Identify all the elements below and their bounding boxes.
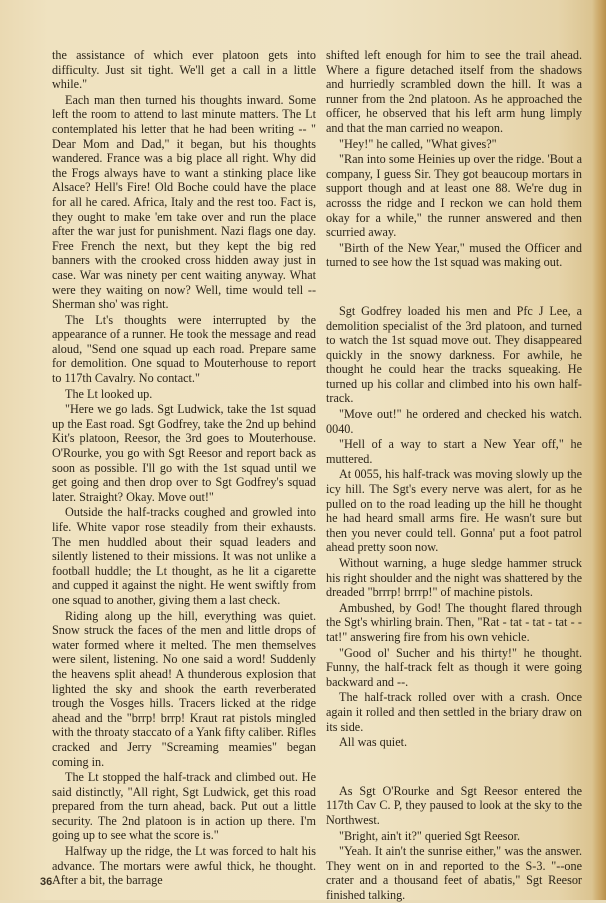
paragraph: Riding along up the hill, everything was quiet. Snow struck the faces of the men and little drops of water formed where it melted. The men themselves were silent, listening. No one said a word! Suddenly the heavens split ahead! A thunderous explosion that lighted the sky and shook the earth reverberated trough the Vosges hills. Tracers licked at the ridge ahead and the "brrp! brrp! Kraut rat pistols mingled with the throaty staccato of a Yank fifty caliber. Rifles cracked and Jerry "Screaming meamies" began coming in. xyxy=(52,608,316,769)
paragraph: All was quiet. xyxy=(339,735,408,750)
paragraph: "Bright, ain't it?" queried Sgt Reesor. xyxy=(339,828,521,843)
paragraph: At 0055, his half-track was moving slowly up the icy hill. The Sgt's every nerve was alert, for as he pulled on to the road leading up the hill he thought he had heard small arms fire. He wasn't sure but then you never could tell. Gonna' put a foot patrol ahead pretty soon now. xyxy=(326,467,582,555)
page-edge-shadow xyxy=(592,0,606,900)
paragraph: "Birth of the New Year," mused the Officer and turned to see how the 1st squad was making out. xyxy=(326,240,582,270)
paragraph: Ambushed, by God! The thought flared through the Sgt's whirling brain. Then, "Rat - tat - tat - tat - - tat!" answering fire from his own vehicle. xyxy=(326,600,582,644)
paragraph: Each man then turned his thoughts inward. Some left the room to attend to last minute matters. The Lt contemplated his letter that he had been writing -- " Dear Mom and Dad," it began, but his thoughts wandered. France was a big place all right. Why did the Frogs always have to want a stinking place like Alsace? Hell's Fire! Old Boche could have the place for all he cared. Africa, Italy and the rest too. Fact is, they ought to make 'em take over and run the place after the war just for punishment. Nazi flags one day. Free French the next, but they kept the big red banners with the crooked cross hidden away just in case. War was ninety per cent waiting anyway. What were they waiting on now? Well, time would tell -- Sherman sho' was right. xyxy=(52,92,316,312)
right-column xyxy=(326,48,582,903)
paragraph: "Good ol' Sucher and his thirty!" he thought. Funny, the half-track felt as though it were going backward and --. xyxy=(326,645,582,689)
paragraph: the assistance of which ever platoon gets into difficulty. Just sit tight. We'll get a call in a little while." xyxy=(52,48,316,92)
paragraph: The half-track rolled over with a crash. Once again it rolled and then settled in the briary draw on its side. xyxy=(326,690,582,734)
paragraph: As Sgt O'Rourke and Sgt Reesor entered the 117th Cav C. P, they paused to look at the sky to the Northwest. xyxy=(326,783,582,827)
paragraph: The Lt stopped the half-track and climbed out. He said distinctly, "All right, Sgt Ludwick, get this road prepared from the turn ahead, back. Put out a little security. The 2nd platoon is in action up there. I'm going up to see what the score is." xyxy=(52,770,316,843)
paragraph: Halfway up the ridge, the Lt was forced to halt his advance. The mortars were awful thick, he thought. After a bit, the barrage xyxy=(52,844,316,888)
paragraph: "Yeah. It ain't the sunrise either," was the answer. They went on in and reported to the S-3. "--one crater and a thousand feet of abatis," Sgt Reesor finished talking. xyxy=(326,844,582,902)
page-number: 36 xyxy=(40,876,53,888)
paragraph: Outside the half-tracks coughed and growled into life. White vapor rose steadily from their exhausts. The men huddled about their squad leaders and silently listened to their missions. It was not unlike a football huddle; the Lt thought, as he lit a cigarette and cupped it against the night. He went swiftly from one squad to another, giving them a last check. xyxy=(52,505,316,607)
paragraph: "Here we go lads. Sgt Ludwick, take the 1st squad up the East road. Sgt Godfrey, take the 2nd up behind Kit's platoon, Reesor, the 3rd goes to Mouterhouse. O'Rourke, you go with Sgt Reesor and report back as soon as possible. I'll go with the 1st squad until we get going and then drop over to Sgt Godfrey's squad later. Straight? Okay. Move out!" xyxy=(52,402,316,504)
paragraph: Without warning, a huge sledge hammer struck his right shoulder and the night was shattered by the dreaded "brrrp! brrrp!" of machine pistols. xyxy=(326,556,582,600)
paragraph: shifted left enough for him to see the trail ahead. Where a figure detached itself from the shadows and hurriedly scrambled down the hill. It was a runner from the 2nd platoon. As he approached the officer, he observed that his left arm hung limply and that the man carried no weapon. xyxy=(326,48,582,135)
paragraph: The Lt's thoughts were interrupted by the appearance of a runner. He took the message and read aloud, "Send one squad up each road. Prepare same for demolition. One squad to Mouterhouse to report to 117th Cavalry. No contact." xyxy=(52,312,316,386)
paragraph: "Ran into some Heinies up over the ridge. 'Bout a company, I guess Sir. They got beaucoup mortars in support though and at least one 88. We're dug in acrosss the ridge and I reckon we can hold them okay for a while," the runner answered and then scurried away. xyxy=(326,152,582,240)
paragraph: "Move out!" he ordered and checked his watch. 0040. xyxy=(326,407,582,436)
paragraph: Sgt Godfrey loaded his men and Pfc J Lee, a demolition specialist of the 3rd platoon, and turned to watch the 1st squad move out. They disappeared quickly in the snowy darkness. For awhile, he thought he could hear the tracks squeaking. He turned up his collar and climbed into his own half-track. xyxy=(326,303,582,406)
paragraph: "Hell of a way to start a New Year off," he muttered. xyxy=(326,437,582,466)
left-column xyxy=(52,48,316,889)
paragraph: "Hey!" he called, "What gives?" xyxy=(339,136,497,151)
paragraph: The Lt looked up. xyxy=(65,386,153,401)
